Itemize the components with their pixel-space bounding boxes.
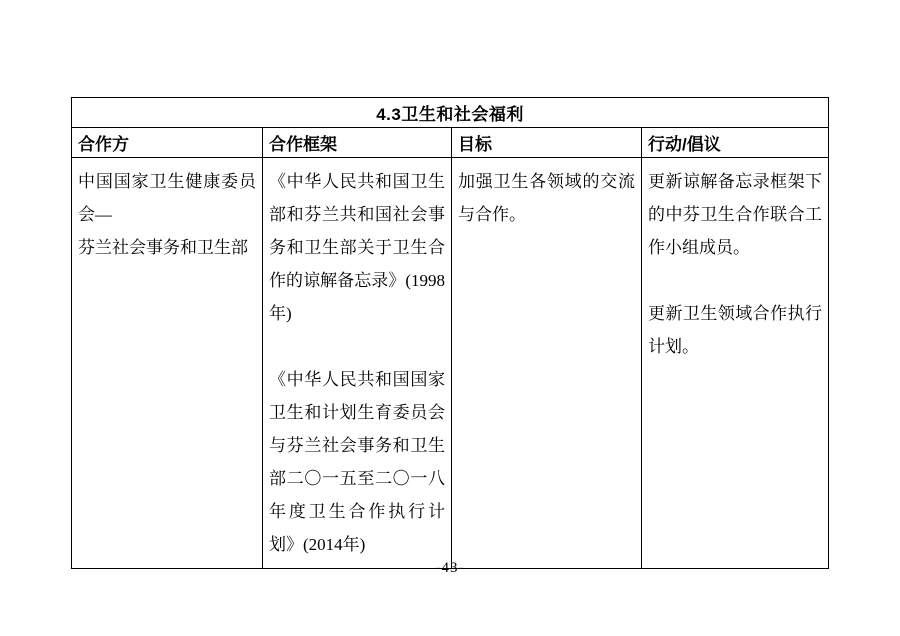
header-framework: 合作框架 <box>263 128 452 158</box>
table-title: 4.3卫生和社会福利 <box>72 98 829 128</box>
goals-paragraph: 加强卫生各领域的交流与合作。 <box>458 172 635 224</box>
cell-actions <box>642 158 829 569</box>
cell-partner <box>72 158 263 569</box>
partner-paragraph: 芬兰社会事务和卫生部 <box>78 238 248 257</box>
framework-paragraph: 《中华人民共和国卫生部和芬兰共和国社会事务和卫生部关于卫生合作的谅解备忘录》(1998年) <box>269 172 445 323</box>
table-header-row <box>72 128 829 158</box>
header-partner: 合作方 <box>72 128 263 158</box>
cell-framework <box>263 158 452 569</box>
header-goals: 目标 <box>452 128 642 158</box>
cell-goals <box>452 158 642 569</box>
header-actions: 行动/倡议 <box>642 128 829 158</box>
table-title-row <box>72 98 829 128</box>
framework-paragraph: 《中华人民共和国国家卫生和计划生育委员会与芬兰社会事务和卫生部二〇一五至二〇一八年度卫生合作执行计划》(2014年) <box>269 370 445 554</box>
actions-paragraph: 更新谅解备忘录框架下的中芬卫生合作联合工作小组成员。 <box>648 172 823 257</box>
partner-paragraph: 中国国家卫生健康委员会— <box>78 172 256 224</box>
actions-paragraph: 更新卫生领域合作执行计划。 <box>648 304 823 356</box>
table-row <box>72 158 829 569</box>
cooperation-table <box>71 97 829 569</box>
page-number: -43- <box>435 560 465 576</box>
